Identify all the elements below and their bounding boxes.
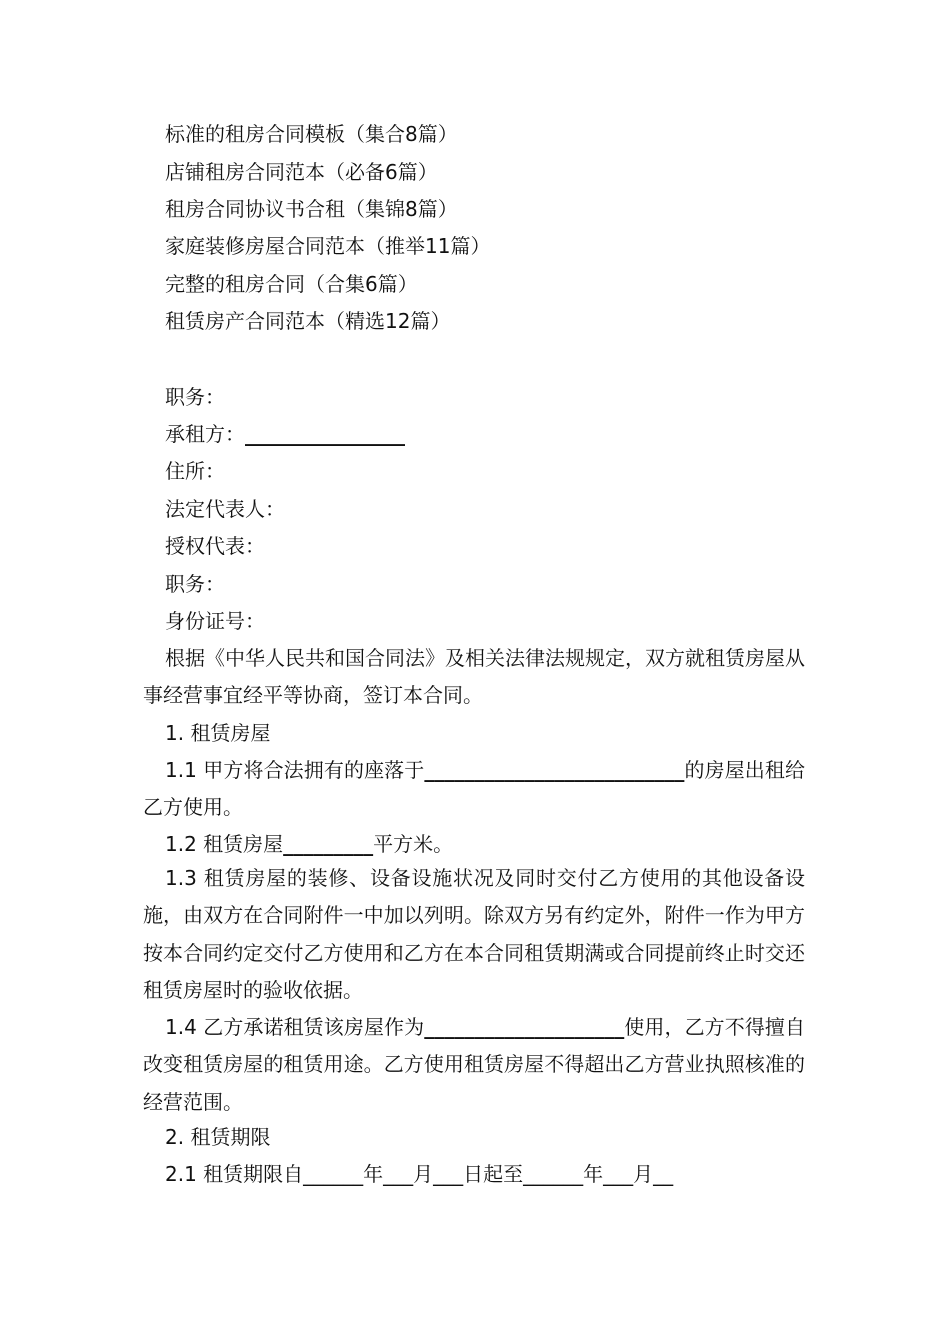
clause-text: 1.2 租赁房屋 xyxy=(165,832,284,856)
clause-text: 的房屋出租给乙方使用。 xyxy=(143,758,805,820)
clause-text: 1.1 甲方将合法拥有的座落于 xyxy=(165,758,425,782)
lessee-blank: ________________ xyxy=(245,422,405,446)
toc-item[interactable]: 租房合同协议书合租（集锦8篇） xyxy=(165,197,458,221)
location-blank: __________________________ xyxy=(424,758,685,782)
intro-paragraph: 根据《中华人民共和国合同法》及相关法律法规规定，双方就租赁房屋从事经营事宜经平等协商，签订本合同。 xyxy=(143,646,805,708)
toc-item[interactable]: 完整的租房合同（合集6篇） xyxy=(165,272,418,296)
toc-item[interactable]: 家庭装修房屋合同范本（推举11篇） xyxy=(165,234,491,258)
id-number-field: 身份证号： xyxy=(165,609,265,633)
legal-representative-field: 法定代表人： xyxy=(165,497,285,521)
clause-text: 平方米。 xyxy=(373,832,454,856)
clause-1-3: 1.3 租赁房屋的装修、设备设施状况及同时交付乙方使用的其他设备设施，由双方在合同附件一中加以列明。除双方另有约定外，附件一作为甲方按本合同约定交付乙方使用和乙方在本合同租赁期满或合同提前终止时交还租赁房屋时的验收依据。 xyxy=(143,866,805,1002)
title-field: 职务： xyxy=(165,385,225,409)
area-blank: _________ xyxy=(283,832,374,856)
title-field: 职务： xyxy=(165,572,225,596)
usage-blank: ____________________ xyxy=(424,1015,625,1039)
clause-text: 1.4 乙方承诺租赁该房屋作为 xyxy=(165,1015,425,1039)
section-heading: 2. 租赁期限 xyxy=(165,1125,271,1149)
clause-text: 使用，乙方不得擅自改变租赁房屋的租赁用途。乙方使用租赁房屋不得超出乙方营业执照核准的经营范围。 xyxy=(143,1015,806,1114)
clause-1-2 xyxy=(165,831,453,857)
address-field: 住所： xyxy=(165,459,225,483)
clause-2-1: 2.1 租赁期限自______年___月___日起至______年___月__ xyxy=(165,1162,674,1186)
lessee-field xyxy=(165,421,405,447)
toc-item[interactable]: 店铺租房合同范本（必备6篇） xyxy=(165,160,438,184)
lessee-label: 承租方： xyxy=(165,422,245,446)
toc-item[interactable]: 租赁房产合同范本（精选12篇） xyxy=(165,309,451,333)
toc-item[interactable]: 标准的租房合同模板（集合8篇） xyxy=(165,122,458,146)
clause-1-1 xyxy=(143,752,805,827)
authorized-representative-field: 授权代表： xyxy=(165,534,265,558)
section-heading: 1. 租赁房屋 xyxy=(165,721,271,745)
clause-1-4 xyxy=(143,1009,805,1121)
